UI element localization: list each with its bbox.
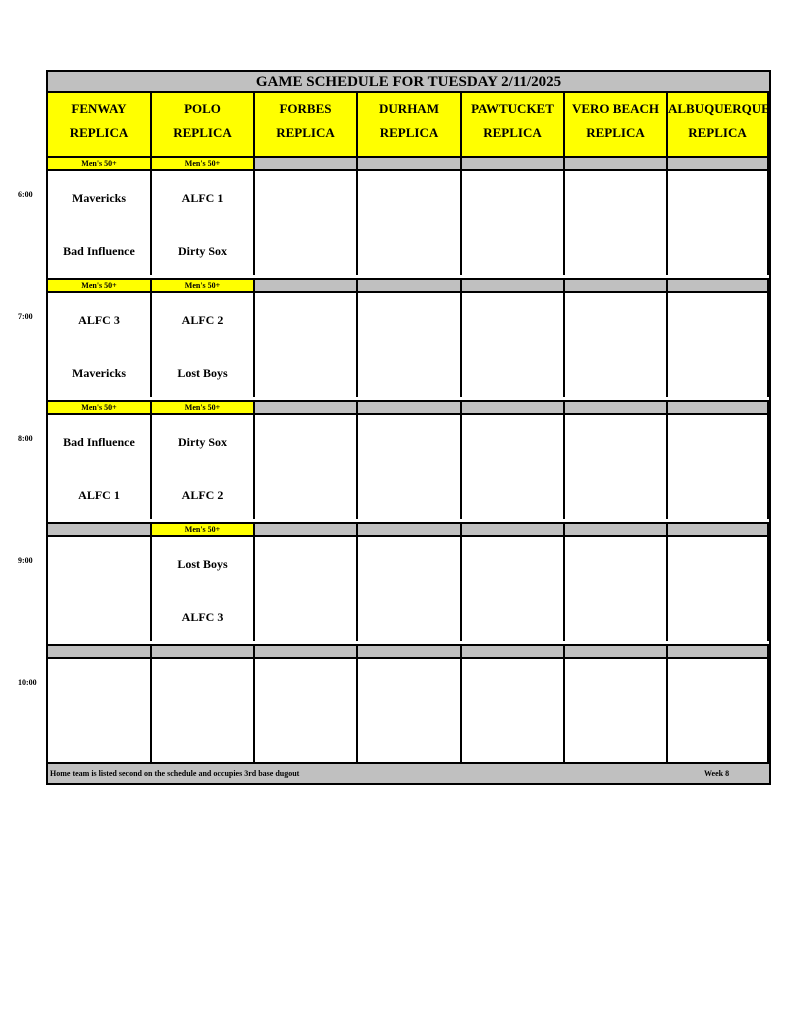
game-cell	[462, 415, 565, 519]
division-label	[358, 156, 462, 171]
field-header	[152, 93, 255, 156]
home-team: Bad Influence	[63, 244, 135, 258]
home-team: Mavericks	[72, 366, 126, 380]
game-cell	[565, 659, 668, 763]
game-cell	[358, 293, 462, 397]
division-label: Men's 50+	[152, 400, 255, 415]
home-team-note: Home team is listed second on the schedule and occupies 3rd base dugout	[50, 769, 300, 778]
game-cell	[565, 171, 668, 275]
division-label	[668, 156, 769, 171]
time-label: 9:00	[18, 556, 33, 565]
game-cell	[462, 171, 565, 275]
field-name: FENWAY	[71, 101, 127, 116]
away-team: ALFC 2	[181, 313, 224, 327]
division-label	[462, 156, 565, 171]
field-subtitle: REPLICA	[69, 125, 129, 140]
field-name: FORBES	[279, 101, 332, 116]
division-label	[255, 278, 358, 293]
field-name: ALBUQUERQUE	[668, 101, 770, 116]
game-cell	[668, 171, 769, 275]
game-cell	[668, 659, 769, 763]
division-label	[565, 156, 668, 171]
away-team: Mavericks	[72, 191, 126, 205]
field-name: PAWTUCKET	[471, 101, 554, 116]
game-cell	[255, 171, 358, 275]
field-subtitle: REPLICA	[688, 125, 747, 140]
field-header	[668, 93, 769, 156]
game-cell	[462, 659, 565, 763]
field-subtitle: REPLICA	[173, 125, 232, 140]
field-header	[358, 93, 462, 156]
game-cell	[668, 415, 769, 519]
away-team: ALFC 3	[78, 313, 120, 327]
away-team: ALFC 1	[181, 191, 224, 205]
division-label	[565, 522, 668, 537]
division-label	[668, 278, 769, 293]
division-label: Men's 50+	[152, 522, 255, 537]
game-cell	[152, 293, 255, 397]
division-label	[255, 522, 358, 537]
field-header	[255, 93, 358, 156]
schedule-sheet	[46, 70, 771, 785]
division-label: Men's 50+	[152, 278, 255, 293]
time-label: 10:00	[18, 678, 37, 687]
division-label: Men's 50+	[152, 156, 255, 171]
game-cell	[462, 293, 565, 397]
game-cell	[255, 537, 358, 641]
game-cell	[358, 415, 462, 519]
division-label: Men's 50+	[48, 278, 152, 293]
away-team: Bad Influence	[63, 435, 135, 449]
game-cell	[255, 659, 358, 763]
field-subtitle: REPLICA	[586, 125, 645, 140]
schedule-title: GAME SCHEDULE FOR TUESDAY 2/11/2025	[48, 72, 769, 93]
game-cell	[358, 537, 462, 641]
division-label	[668, 400, 769, 415]
division-label	[358, 522, 462, 537]
division-label	[358, 278, 462, 293]
game-cell	[152, 171, 255, 275]
game-cell	[565, 415, 668, 519]
away-team: Lost Boys	[177, 557, 228, 571]
field-subtitle: REPLICA	[483, 125, 542, 140]
division-label	[255, 400, 358, 415]
time-label: 6:00	[18, 190, 33, 199]
division-label	[668, 644, 769, 659]
division-label: Men's 50+	[48, 156, 152, 171]
division-label	[358, 400, 462, 415]
game-cell	[255, 415, 358, 519]
home-team: ALFC 2	[181, 488, 224, 502]
home-team: Lost Boys	[177, 366, 228, 380]
field-name: DURHAM	[379, 101, 439, 116]
field-header	[48, 93, 152, 156]
division-label	[462, 400, 565, 415]
division-label	[462, 644, 565, 659]
game-cell	[48, 171, 152, 275]
game-cell	[358, 659, 462, 763]
game-cell	[668, 537, 769, 641]
game-cell	[255, 293, 358, 397]
away-team: Dirty Sox	[178, 435, 227, 449]
game-cell	[152, 659, 255, 763]
field-header	[565, 93, 668, 156]
time-label: 7:00	[18, 312, 33, 321]
game-cell	[565, 293, 668, 397]
field-subtitle: REPLICA	[379, 125, 439, 140]
division-label	[48, 522, 152, 537]
field-name: POLO	[184, 101, 221, 116]
game-cell	[668, 293, 769, 397]
week-label: Week 8	[704, 769, 730, 778]
division-label: Men's 50+	[48, 400, 152, 415]
division-label	[152, 644, 255, 659]
division-label	[565, 278, 668, 293]
field-name: VERO BEACH	[571, 101, 660, 116]
division-label	[565, 644, 668, 659]
home-team: ALFC 3	[181, 610, 224, 624]
game-cell	[152, 415, 255, 519]
game-cell	[48, 659, 152, 763]
game-cell	[48, 415, 152, 519]
game-cell	[358, 171, 462, 275]
division-label	[358, 644, 462, 659]
game-cell	[565, 537, 668, 641]
division-label	[255, 156, 358, 171]
time-label: 8:00	[18, 434, 33, 443]
home-team: ALFC 1	[78, 488, 120, 502]
field-header	[462, 93, 565, 156]
division-label	[255, 644, 358, 659]
field-subtitle: REPLICA	[276, 125, 335, 140]
home-team: Dirty Sox	[178, 244, 227, 258]
division-label	[48, 644, 152, 659]
game-cell	[48, 293, 152, 397]
game-cell	[48, 537, 152, 641]
game-cell	[152, 537, 255, 641]
division-label	[462, 522, 565, 537]
division-label	[668, 522, 769, 537]
division-label	[462, 278, 565, 293]
division-label	[565, 400, 668, 415]
schedule-footer	[48, 762, 769, 783]
game-cell	[462, 537, 565, 641]
